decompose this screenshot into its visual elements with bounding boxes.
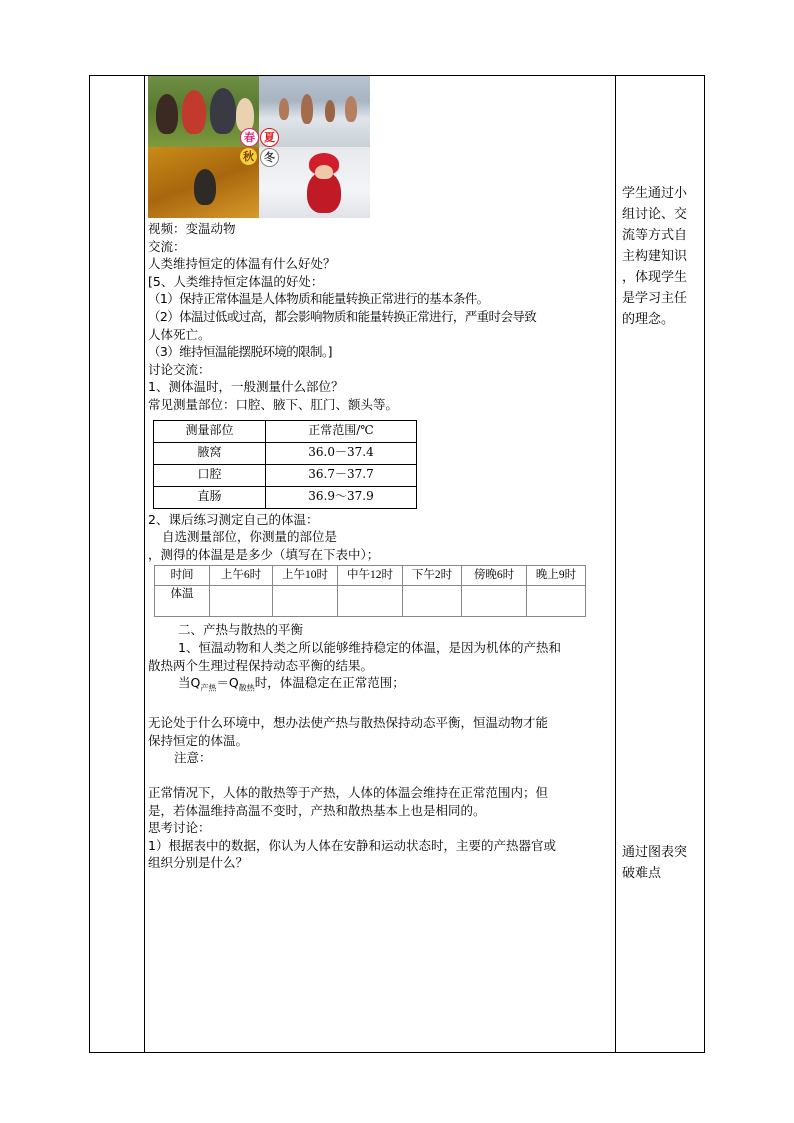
exchange-label: 交流： [148, 238, 186, 254]
paragraph-1-line-2: 散热两个生理过程保持动态平衡的结果。 [148, 657, 374, 673]
table-header: 下午2时 [403, 566, 462, 586]
discussion-label: 讨论交流： [148, 361, 211, 377]
table-cell: 36.0－37.4 [266, 442, 417, 464]
think-question-1-line-2: 组织分别是什么？ [148, 855, 249, 871]
table-cell[interactable] [527, 586, 586, 617]
table-cell: 体温 [155, 586, 210, 617]
video-line: 视频：变温动物 [148, 221, 236, 236]
equation-sub-heat-production: 产热 [200, 683, 217, 693]
practice-line-1: 自选测量部位，你测量的部位是 [162, 529, 338, 545]
question-1: 1、测体温时，一般测量什么部位？ [148, 379, 344, 395]
side-note-line: 主构建知识 [622, 249, 688, 264]
benefit-3: （3）维持恒温能摆脱环境的限制。] [148, 344, 332, 360]
table-cell[interactable] [210, 586, 273, 617]
paragraph-2-line-2: 保持恒定的体温。 [148, 732, 249, 748]
season-badge-summer: 夏 [260, 128, 279, 147]
side-note-line: 的理念。 [622, 312, 675, 327]
column-divider-left [144, 76, 145, 1052]
table-cell: 36.9～37.9 [266, 486, 417, 508]
seasons-photo-collage [148, 76, 370, 218]
side-note-line: 学生通过小 [622, 186, 688, 201]
measure-sites: 常见测量部位：口腔、腋下、肛门、额头等。 [148, 396, 399, 412]
table-header: 时间 [155, 566, 210, 586]
side-note-line: 流等方式自 [622, 228, 688, 243]
side-note-line: 破难点 [622, 866, 662, 881]
table-header-row [154, 420, 417, 442]
design-intent-note [622, 183, 702, 330]
table-cell[interactable] [462, 586, 527, 617]
temperature-range-table [153, 420, 417, 509]
benefits-heading: [5、人类维持恒定体温的好处： [148, 273, 324, 289]
column-divider-right [615, 76, 616, 1052]
design-intent-note-2 [622, 842, 702, 884]
think-question-1-line-1: 1）根据表中的数据，你认为人体在安静和运动状态时，主要的产热器官或 [148, 837, 556, 853]
side-note-line: 组讨论、交 [622, 207, 688, 222]
main-content [148, 76, 610, 872]
benefit-1: （1）保持正常体温是人体物质和能量转换正常进行的基本条件。 [148, 291, 489, 307]
equation-sub-heat-loss: 散热 [238, 683, 255, 693]
section-2-title: 二、产热与散热的平衡 [178, 622, 304, 638]
table-cell[interactable] [273, 586, 338, 617]
table-header: 测量部位 [154, 420, 266, 442]
table-header-row [155, 566, 586, 586]
practice-line-2: ，测得的体温是是多少（填写在下表中）； [148, 546, 380, 562]
equation-suffix: 时，体温稳定在正常范围； [254, 675, 405, 691]
table-cell: 口腔 [154, 464, 266, 486]
benefit-2-cont: 人体死亡。 [148, 326, 211, 342]
paragraph-2-line-1: 无论处于什么环境中，想办法使产热与散热保持动态平衡，恒温动物才能 [148, 715, 549, 731]
table-row [154, 442, 417, 464]
side-note-line: 是学习主任 [622, 291, 688, 306]
body-temperature-log-table [154, 565, 586, 617]
season-badge-winter: 冬 [260, 148, 279, 167]
season-badge-autumn: 秋 [240, 148, 257, 165]
practice-title: 2、课后练习测定自己的体温： [148, 511, 319, 527]
heat-balance-equation [148, 674, 610, 697]
table-header: 正常范围/℃ [266, 420, 417, 442]
paragraph-1-line-1: 1、恒温动物和人类之所以能够维持稳定的体温，是因为机体的产热和 [178, 639, 561, 655]
think-discussion-label: 思考讨论： [148, 820, 211, 836]
table-cell[interactable] [338, 586, 403, 617]
equation-equals: ＝Q [216, 675, 239, 691]
paragraph-3-line-2: 是，若体温维持高温不变时，产热和散热基本上也是相同的。 [148, 802, 486, 818]
table-cell: 直肠 [154, 486, 266, 508]
note-label: 注意： [174, 750, 212, 766]
table-header: 傍晚6时 [462, 566, 527, 586]
paragraph-3-line-1: 正常情况下，人体的散热等于产热，人体的体温会维持在正常范围内；但 [148, 784, 549, 800]
table-header: 上午10时 [273, 566, 338, 586]
question-line: 人类维持恒定的体温有什么好处？ [148, 256, 336, 272]
table-cell[interactable] [403, 586, 462, 617]
benefit-2: （2）体温过低或过高，都会影响物质和能量转换正常进行，严重时会导致 [148, 308, 537, 324]
table-header: 晚上9时 [527, 566, 586, 586]
table-row [154, 464, 417, 486]
table-header: 中午12时 [338, 566, 403, 586]
table-header: 上午6时 [210, 566, 273, 586]
table-row [155, 586, 586, 617]
side-note-line: 通过图表突 [622, 845, 688, 860]
equation-prefix: 当Q [178, 675, 201, 691]
table-cell: 腋窝 [154, 442, 266, 464]
season-badge-spring: 春 [240, 128, 259, 147]
table-cell: 36.7－37.7 [266, 464, 417, 486]
side-note-line: ，体现学生 [622, 270, 688, 285]
table-row [154, 486, 417, 508]
